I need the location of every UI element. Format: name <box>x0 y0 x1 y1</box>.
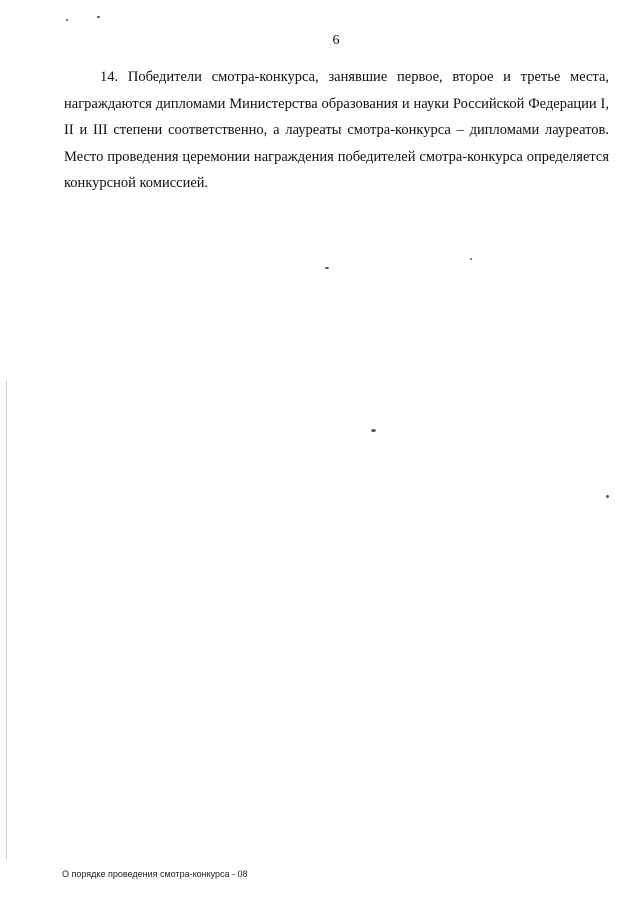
body-paragraph: 14. Победители смотра-конкурса, занявшие первое, второе и третье места, награждаются дипломами Министерства образования и науки Российской Федерации I, II и III степени соответственно, а лауреаты смотра-конкурса – дипломами лауреатов. Место проведения церемонии награждения победителей смотра-конкурса определяется конкурсной комиссией. <box>64 69 609 191</box>
page-number: 6 <box>332 33 340 48</box>
scan-speck <box>325 267 329 269</box>
scan-edge-line <box>6 380 7 860</box>
scan-speck <box>66 19 68 21</box>
scan-speck <box>470 258 472 260</box>
footer-text: О порядке проведения смотра-конкурса - 08 <box>62 869 248 879</box>
scan-speck <box>606 495 609 498</box>
scan-speck <box>97 16 100 18</box>
scan-speck <box>371 429 376 432</box>
